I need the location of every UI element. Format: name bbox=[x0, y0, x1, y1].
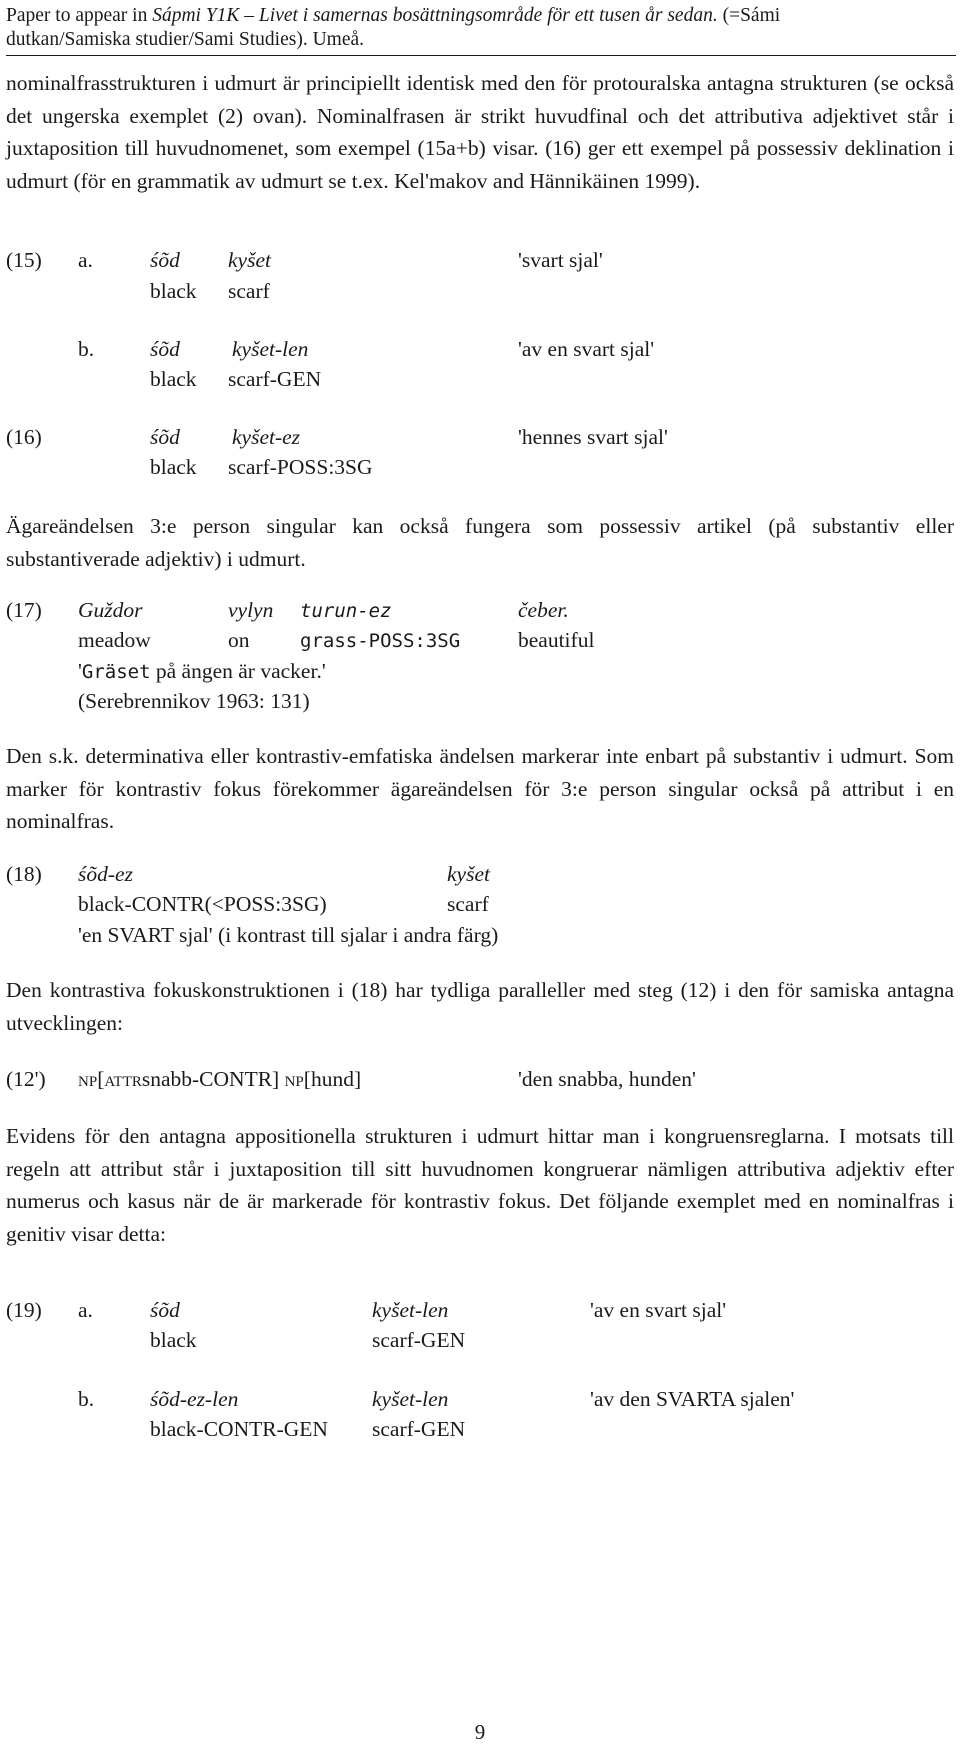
example-word: vylyn bbox=[228, 598, 274, 622]
example-word: Guždor bbox=[78, 598, 143, 622]
example-word: kyšet bbox=[228, 248, 271, 272]
paragraph-5: Evidens för den antagna appositionella strukturen i udmurt hittar man i kongruensreglarna. I motsats till regeln att attribut står i juxtaposition till sitt huvudnomen kongruerar nämligen attributiva adjektiv efter numerus och kasus när de är markerade för kontrastiv fokus. Det följande exemplet med en nominalfras i genitiv visar detta: bbox=[6, 1124, 954, 1246]
paragraph-4: Den kontrastiva fokuskonstruktionen i (18) har tydliga paralleller med steg (12) i den för samiska antagna utvecklingen: bbox=[6, 978, 954, 1035]
example-gloss: grass-POSS:3SG bbox=[300, 630, 461, 652]
example-gloss: on bbox=[228, 628, 250, 652]
page-number: 9 bbox=[474, 1720, 486, 1744]
trans-rest: på ängen är vacker.' bbox=[150, 659, 326, 683]
open-bracket: [ bbox=[97, 1067, 105, 1091]
example-number: (17) bbox=[6, 598, 42, 622]
example-word: kyšet-ez bbox=[232, 425, 301, 449]
running-header bbox=[6, 4, 956, 56]
np-label: NP bbox=[78, 1074, 98, 1090]
example-gloss: scarf-POSS:3SG bbox=[228, 455, 373, 479]
example-gloss: black bbox=[150, 1328, 197, 1352]
example-number: (15) bbox=[6, 248, 42, 272]
example-gloss: black bbox=[150, 367, 197, 391]
attr-label: ATTR bbox=[104, 1074, 142, 1090]
example-letter: b. bbox=[78, 1387, 95, 1411]
example-letter: b. bbox=[78, 337, 95, 361]
example-word: śõd bbox=[150, 425, 180, 449]
example-word: turun-ez bbox=[300, 600, 392, 622]
example-translation: 'svart sjal' bbox=[518, 248, 603, 272]
example-word: śõd bbox=[150, 337, 180, 361]
example-gloss: scarf bbox=[447, 892, 489, 916]
example-word: śõd-ez bbox=[78, 862, 133, 886]
example-word: kyšet-len bbox=[372, 1298, 449, 1322]
header-suffix: (=Sámi bbox=[717, 5, 781, 26]
example-number: (19) bbox=[6, 1298, 42, 1322]
example-gloss: scarf-GEN bbox=[372, 1328, 466, 1352]
example-gloss: scarf-GEN bbox=[228, 367, 322, 391]
example-word: čeber. bbox=[518, 598, 569, 622]
example-word: kyšet-len bbox=[372, 1387, 449, 1411]
example-letter: a. bbox=[78, 1298, 93, 1322]
header-rule bbox=[6, 55, 956, 56]
header-line2: dutkan/Samiska studier/Sami Studies). Umeå. bbox=[6, 29, 364, 50]
example-translation: 'hennes svart sjal' bbox=[518, 425, 668, 449]
example-word: śõd bbox=[150, 248, 180, 272]
np-label: NP bbox=[284, 1074, 304, 1090]
bracketed-structure bbox=[78, 1064, 361, 1097]
example-translation: 'av den SVARTA sjalen' bbox=[590, 1387, 795, 1411]
example-number: (18) bbox=[6, 862, 42, 886]
example-translation: 'av en svart sjal' bbox=[590, 1298, 727, 1322]
example-translation: 'den snabba, hunden' bbox=[518, 1067, 696, 1091]
example-source: (Serebrennikov 1963: 131) bbox=[78, 689, 310, 713]
example-letter: a. bbox=[78, 248, 93, 272]
trans-quote: ' bbox=[78, 659, 82, 683]
example-gloss: scarf-GEN bbox=[372, 1417, 466, 1441]
example-gloss: scarf bbox=[228, 279, 270, 303]
example-gloss: meadow bbox=[78, 628, 151, 652]
paragraph-2: Ägareändelsen 3:e person singular kan också fungera som possessiv artikel (på substantiv eller substantiverade adjektiv) i udmurt. bbox=[6, 514, 954, 571]
example-translation: 'en SVART sjal' (i kontrast till sjalar i andra färg) bbox=[78, 923, 499, 947]
paragraph-3: Den s.k. determinativa eller kontrastiv-emfatiska ändelsen markerar inte enbart på substantiv i udmurt. Som marker för kontrastiv fokus förekommer ägareändelsen för 3:e person singular också på attribut i en nominalfras. bbox=[6, 744, 954, 833]
example-gloss: beautiful bbox=[518, 628, 595, 652]
example-number: (12') bbox=[6, 1067, 46, 1091]
example-translation bbox=[78, 656, 326, 687]
header-title: Sápmi Y1K – Livet i samernas bosättningsområde för ett tusen år sedan. bbox=[152, 5, 718, 26]
example-gloss: black-CONTR(<POSS:3SG) bbox=[78, 892, 327, 916]
example-word: śõd bbox=[150, 1298, 180, 1322]
attr-content: snabb-CONTR] bbox=[141, 1067, 280, 1091]
example-gloss: black-CONTR-GEN bbox=[150, 1417, 328, 1441]
head-content: [hund] bbox=[303, 1067, 362, 1091]
example-translation: 'av en svart sjal' bbox=[518, 337, 655, 361]
example-word: śõd-ez-len bbox=[150, 1387, 239, 1411]
example-gloss: black bbox=[150, 455, 197, 479]
trans-word: Gräset bbox=[81, 661, 151, 683]
paragraph-1: nominalfrasstrukturen i udmurt är principiellt identisk med den för protouralska antagna strukturen (se också det ungerska exemplet (2) ovan). Nominalfrasen är strikt huvudfinal och det attributiva adjektivet står i juxtaposition till huvudnomenet, som exempel (15a+b) visar. (16) ger ett exempel på possessiv deklination i udmurt (för en grammatik av udmurt se t.ex. Kel'makov and Hännikäinen 1999). bbox=[6, 71, 954, 193]
example-gloss: black bbox=[150, 279, 197, 303]
example-word: kyšet-len bbox=[232, 337, 309, 361]
example-word: kyšet bbox=[447, 862, 490, 886]
header-prefix: Paper to appear in bbox=[6, 5, 153, 26]
example-number: (16) bbox=[6, 425, 42, 449]
